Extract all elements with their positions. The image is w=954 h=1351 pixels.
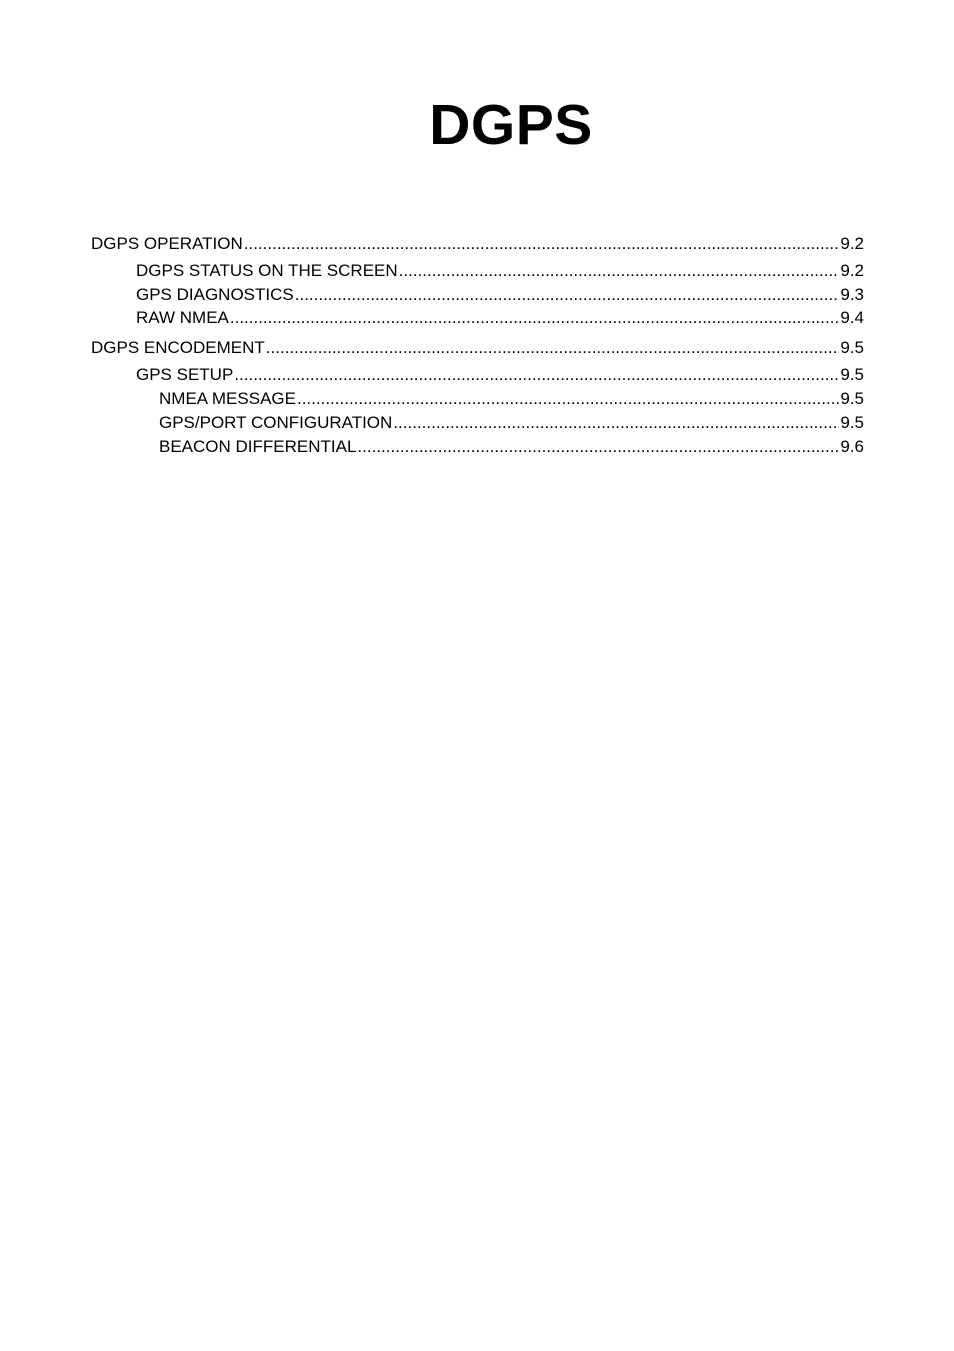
toc-entry-label: BEACON DIFFERENTIAL (159, 437, 357, 456)
toc-entry-label: DGPS STATUS ON THE SCREEN (136, 261, 398, 280)
toc-entry-dgps-operation[interactable] (91, 234, 864, 254)
dot-leader (295, 285, 840, 305)
toc-page-number: 9.2 (840, 234, 864, 253)
toc-page-number: 9.5 (840, 365, 864, 384)
dot-leader (230, 308, 839, 328)
dot-leader (266, 338, 840, 358)
toc-page-number: 9.6 (840, 437, 864, 456)
dot-leader (357, 437, 839, 457)
toc-entry-beacon-differential[interactable] (159, 437, 864, 457)
toc-entry-label: GPS SETUP (136, 365, 234, 384)
toc-entry-label: DGPS ENCODEMENT (91, 338, 265, 357)
page-title: DGPS (429, 93, 593, 157)
toc-entry-label: RAW NMEA (136, 308, 229, 327)
toc-entry-label: GPS DIAGNOSTICS (136, 285, 294, 304)
toc-entry-label: GPS/PORT CONFIGURATION (159, 413, 393, 432)
toc-page-number: 9.5 (840, 389, 864, 408)
toc-entry-gps-diagnostics[interactable] (136, 285, 864, 305)
toc-entry-dgps-encodement[interactable] (91, 338, 864, 358)
toc-page-number: 9.4 (840, 308, 864, 327)
toc-entry-gps-port-configuration[interactable] (159, 413, 864, 433)
toc-entry-gps-setup[interactable] (136, 365, 864, 385)
dot-leader (297, 389, 839, 409)
toc-entry-label: NMEA MESSAGE (159, 389, 296, 408)
dot-leader (399, 261, 840, 281)
toc-entry-label: DGPS OPERATION (91, 234, 243, 253)
dot-leader (244, 234, 840, 254)
toc-entry-raw-nmea[interactable] (136, 308, 864, 328)
toc-page-number: 9.5 (840, 413, 864, 432)
toc-entry-dgps-status-on-the-screen[interactable] (136, 261, 864, 281)
dot-leader (393, 413, 839, 433)
toc-page-number: 9.5 (840, 338, 864, 357)
dot-leader (234, 365, 839, 385)
toc-entry-nmea-message[interactable] (159, 389, 864, 409)
toc-page-number: 9.2 (840, 261, 864, 280)
toc-page-number: 9.3 (840, 285, 864, 304)
